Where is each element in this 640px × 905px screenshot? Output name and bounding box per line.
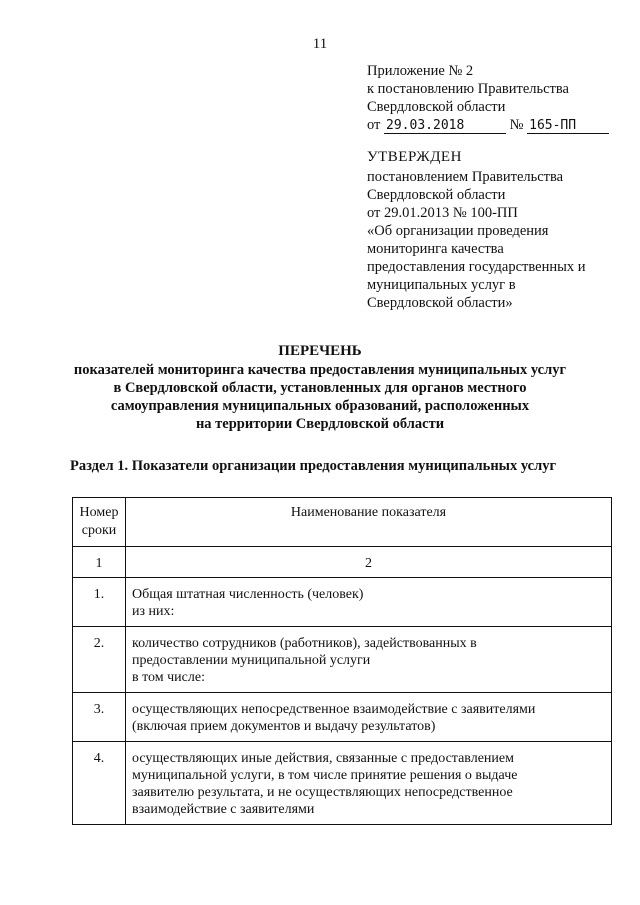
document-title (40, 342, 600, 433)
index-cell-1: 1 (73, 547, 126, 578)
approved-line: «Об организации проведения (367, 223, 549, 239)
approved-line: постановлением Правительства (367, 169, 564, 185)
appendix-date-row (367, 116, 609, 134)
table-row (73, 742, 612, 825)
table-row (73, 693, 612, 742)
row-number: 3. (73, 693, 126, 742)
approved-line: от 29.01.2013 № 100-ПП (367, 205, 518, 221)
row-name: осуществляющих иные действия, связанные с предоставлением муниципальной услуги, в том числе принятие решения о выдаче заявителю результата, и не осуществляющих непосредственное взаимодействие с заявителями (126, 742, 612, 825)
approved-line: мониторинга качества (367, 241, 504, 257)
row-number: 4. (73, 742, 126, 825)
approved-line: Свердловской области» (367, 295, 513, 311)
index-cell-2: 2 (126, 547, 612, 578)
approved-stamp: УТВЕРЖДЕН (367, 149, 462, 165)
row-name: Общая штатная численность (человек) из них: (126, 578, 612, 627)
indicators-table (72, 497, 612, 825)
header-name: Наименование показателя (126, 498, 612, 547)
appendix-line-1: Приложение № 2 (367, 63, 474, 79)
appendix-line-2: к постановлению Правительства (367, 81, 569, 97)
approved-line: муниципальных услуг в (367, 277, 516, 293)
table-row (73, 627, 612, 693)
table-row (73, 578, 612, 627)
row-name: количество сотрудников (работников), задействованных в предоставлении муниципальной услуги в том числе: (126, 627, 612, 693)
title-line: показателей мониторинга качества предоставления муниципальных услуг (73, 362, 567, 378)
table-index-row (73, 547, 612, 578)
page-number: 11 (312, 36, 328, 52)
section-heading: Раздел 1. Показатели организации предоставления муниципальных услуг (70, 458, 557, 474)
title-main: ПЕРЕЧЕНЬ (278, 343, 362, 359)
appendix-number: 165-ПП (527, 119, 609, 134)
title-line: на территории Свердловской области (195, 416, 445, 432)
title-line: в Свердловской области, установленных для органов местного (113, 380, 527, 396)
table-header-row (73, 498, 612, 547)
row-name: осуществляющих непосредственное взаимодействие с заявителями (включая прием документов и выдачу результатов) (126, 693, 612, 742)
appendix-date: 29.03.2018 (384, 119, 506, 134)
appendix-line-3: Свердловской области (367, 99, 506, 115)
appendix-number-label: № (509, 117, 524, 133)
approved-line: предоставления государственных и (367, 259, 586, 275)
appendix-block (367, 62, 609, 134)
title-line: самоуправления муниципальных образований, расположенных (110, 398, 530, 414)
row-number: 1. (73, 578, 126, 627)
appendix-from-label: от (367, 117, 381, 133)
row-number: 2. (73, 627, 126, 693)
approved-line: Свердловской области (367, 187, 506, 203)
approved-block (367, 148, 585, 312)
header-number: Номер сроки (73, 498, 126, 547)
